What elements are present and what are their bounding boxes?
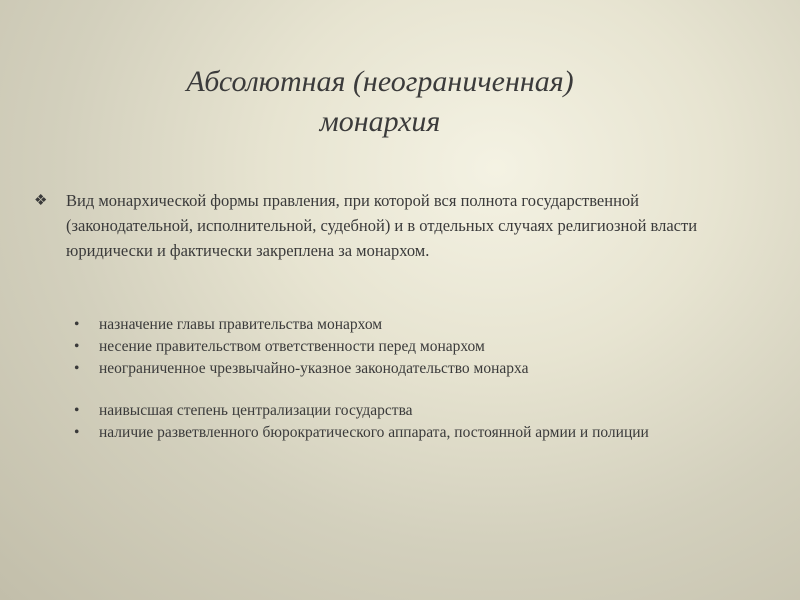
- diamond-bullet-icon: ❖: [34, 193, 48, 209]
- bullet-dot-icon: •: [74, 316, 80, 333]
- slide-title: [0, 62, 760, 142]
- title-line-1: Абсолютная (неограниченная): [186, 65, 574, 98]
- list-item: [74, 336, 694, 358]
- bullet-dot-icon: •: [74, 360, 80, 377]
- definition-text: Вид монархической формы правления, при которой вся полнота государственной (законодательной, исполнительной, судебной) и в отдельных случаях религиозной власти юридически и фактически закреплена за монархом.: [66, 191, 698, 260]
- bullet-dot-icon: •: [74, 338, 80, 355]
- list-item: [74, 314, 694, 336]
- list-item: [74, 400, 694, 422]
- bullet-dot-icon: •: [74, 402, 80, 419]
- list-item-text: неограниченное чрезвычайно-указное законодательство монарха: [99, 360, 529, 377]
- list-item-text: наличие разветвленного бюрократического аппарата, постоянной армии и полиции: [99, 424, 649, 441]
- list-item: [74, 358, 694, 380]
- list-item: [74, 422, 694, 444]
- list-item-text: назначение главы правительства монархом: [99, 316, 383, 333]
- features-list: [74, 314, 694, 444]
- bullet-dot-icon: •: [74, 424, 80, 441]
- list-item-text: наивысшая степень централизации государства: [99, 402, 413, 419]
- definition-paragraph: [34, 188, 764, 263]
- list-item-text: несение правительством ответственности перед монархом: [99, 338, 485, 355]
- title-line-2: монархия: [319, 105, 441, 138]
